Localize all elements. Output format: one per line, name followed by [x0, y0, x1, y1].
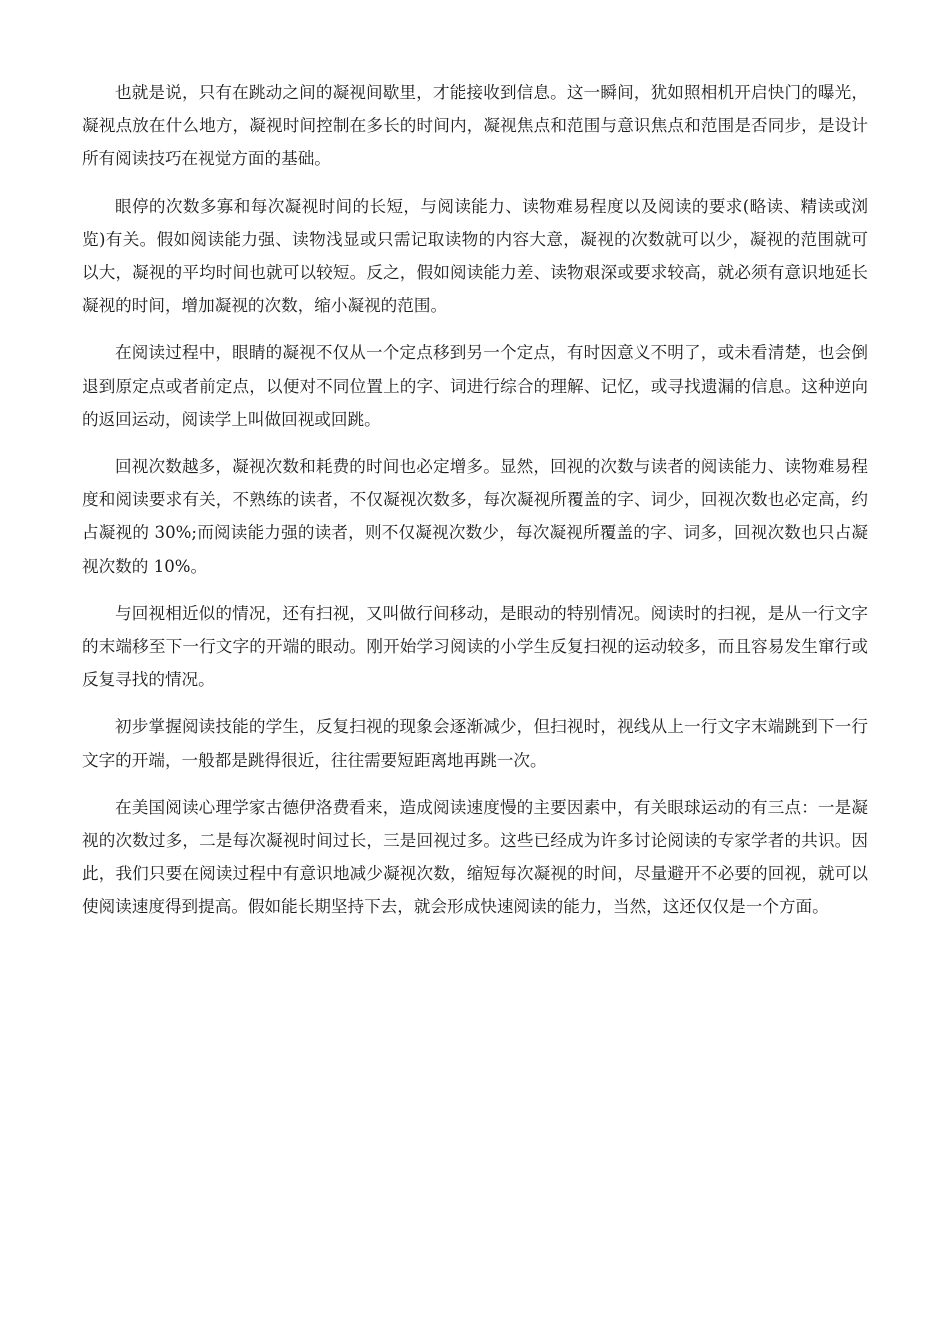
paragraph-4: 回视次数越多，凝视次数和耗费的时间也必定增多。显然，回视的次数与读者的阅读能力、读物难易程度和阅读要求有关，不熟练的读者，不仅凝视次数多，每次凝视所覆盖的字、词少，回视次数也必定高，约占凝视的 30%;而阅读能力强的读者，则不仅凝视次数少，每次凝视所覆盖的字、词多，回视次数也只占凝视次数的 10%。	[82, 457, 868, 576]
document-page	[82, 76, 868, 938]
paragraph-1: 也就是说，只有在跳动之间的凝视间歇里，才能接收到信息。这一瞬间，犹如照相机开启快门的曝光，凝视点放在什么地方，凝视时间控制在多长的时间内，凝视焦点和范围与意识焦点和范围是否同步，是设计所有阅读技巧在视觉方面的基础。	[82, 83, 868, 169]
paragraph-3: 在阅读过程中，眼睛的凝视不仅从一个定点移到另一个定点，有时因意义不明了，或未看清楚，也会倒退到原定点或者前定点，以便对不同位置上的字、词进行综合的理解、记忆，或寻找遗漏的信息。这种逆向的返回运动，阅读学上叫做回视或回跳。	[82, 343, 868, 429]
paragraph-7: 在美国阅读心理学家古德伊洛费看来，造成阅读速度慢的主要因素中，有关眼球运动的有三点：一是凝视的次数过多，二是每次凝视时间过长，三是回视过多。这些已经成为许多讨论阅读的专家学者的共识。因此，我们只要在阅读过程中有意识地减少凝视次数，缩短每次凝视的时间，尽量避开不必要的回视，就可以使阅读速度得到提高。假如能长期坚持下去，就会形成快速阅读的能力，当然，这还仅仅是一个方面。	[82, 797, 868, 917]
paragraph-6: 初步掌握阅读技能的学生，反复扫视的现象会逐渐减少，但扫视时，视线从上一行文字末端跳到下一行文字的开端，一般都是跳得很近，往往需要短距离地再跳一次。	[82, 717, 868, 770]
paragraph-2: 眼停的次数多寡和每次凝视时间的长短，与阅读能力、读物难易程度以及阅读的要求(略读、精读或浏览)有关。假如阅读能力强、读物浅显或只需记取读物的内容大意，凝视的次数就可以少，凝视的范围就可以大，凝视的平均时间也就可以较短。反之，假如阅读能力差、读物艰深或要求较高，就必须有意识地延长凝视的时间，增加凝视的次数，缩小凝视的范围。	[82, 196, 868, 316]
paragraph-5: 与回视相近似的情况，还有扫视，又叫做行间移动，是眼动的特别情况。阅读时的扫视，是从一行文字的末端移至下一行文字的开端的眼动。刚开始学习阅读的小学生反复扫视的运动较多，而且容易发生窜行或反复寻找的情况。	[82, 603, 868, 690]
